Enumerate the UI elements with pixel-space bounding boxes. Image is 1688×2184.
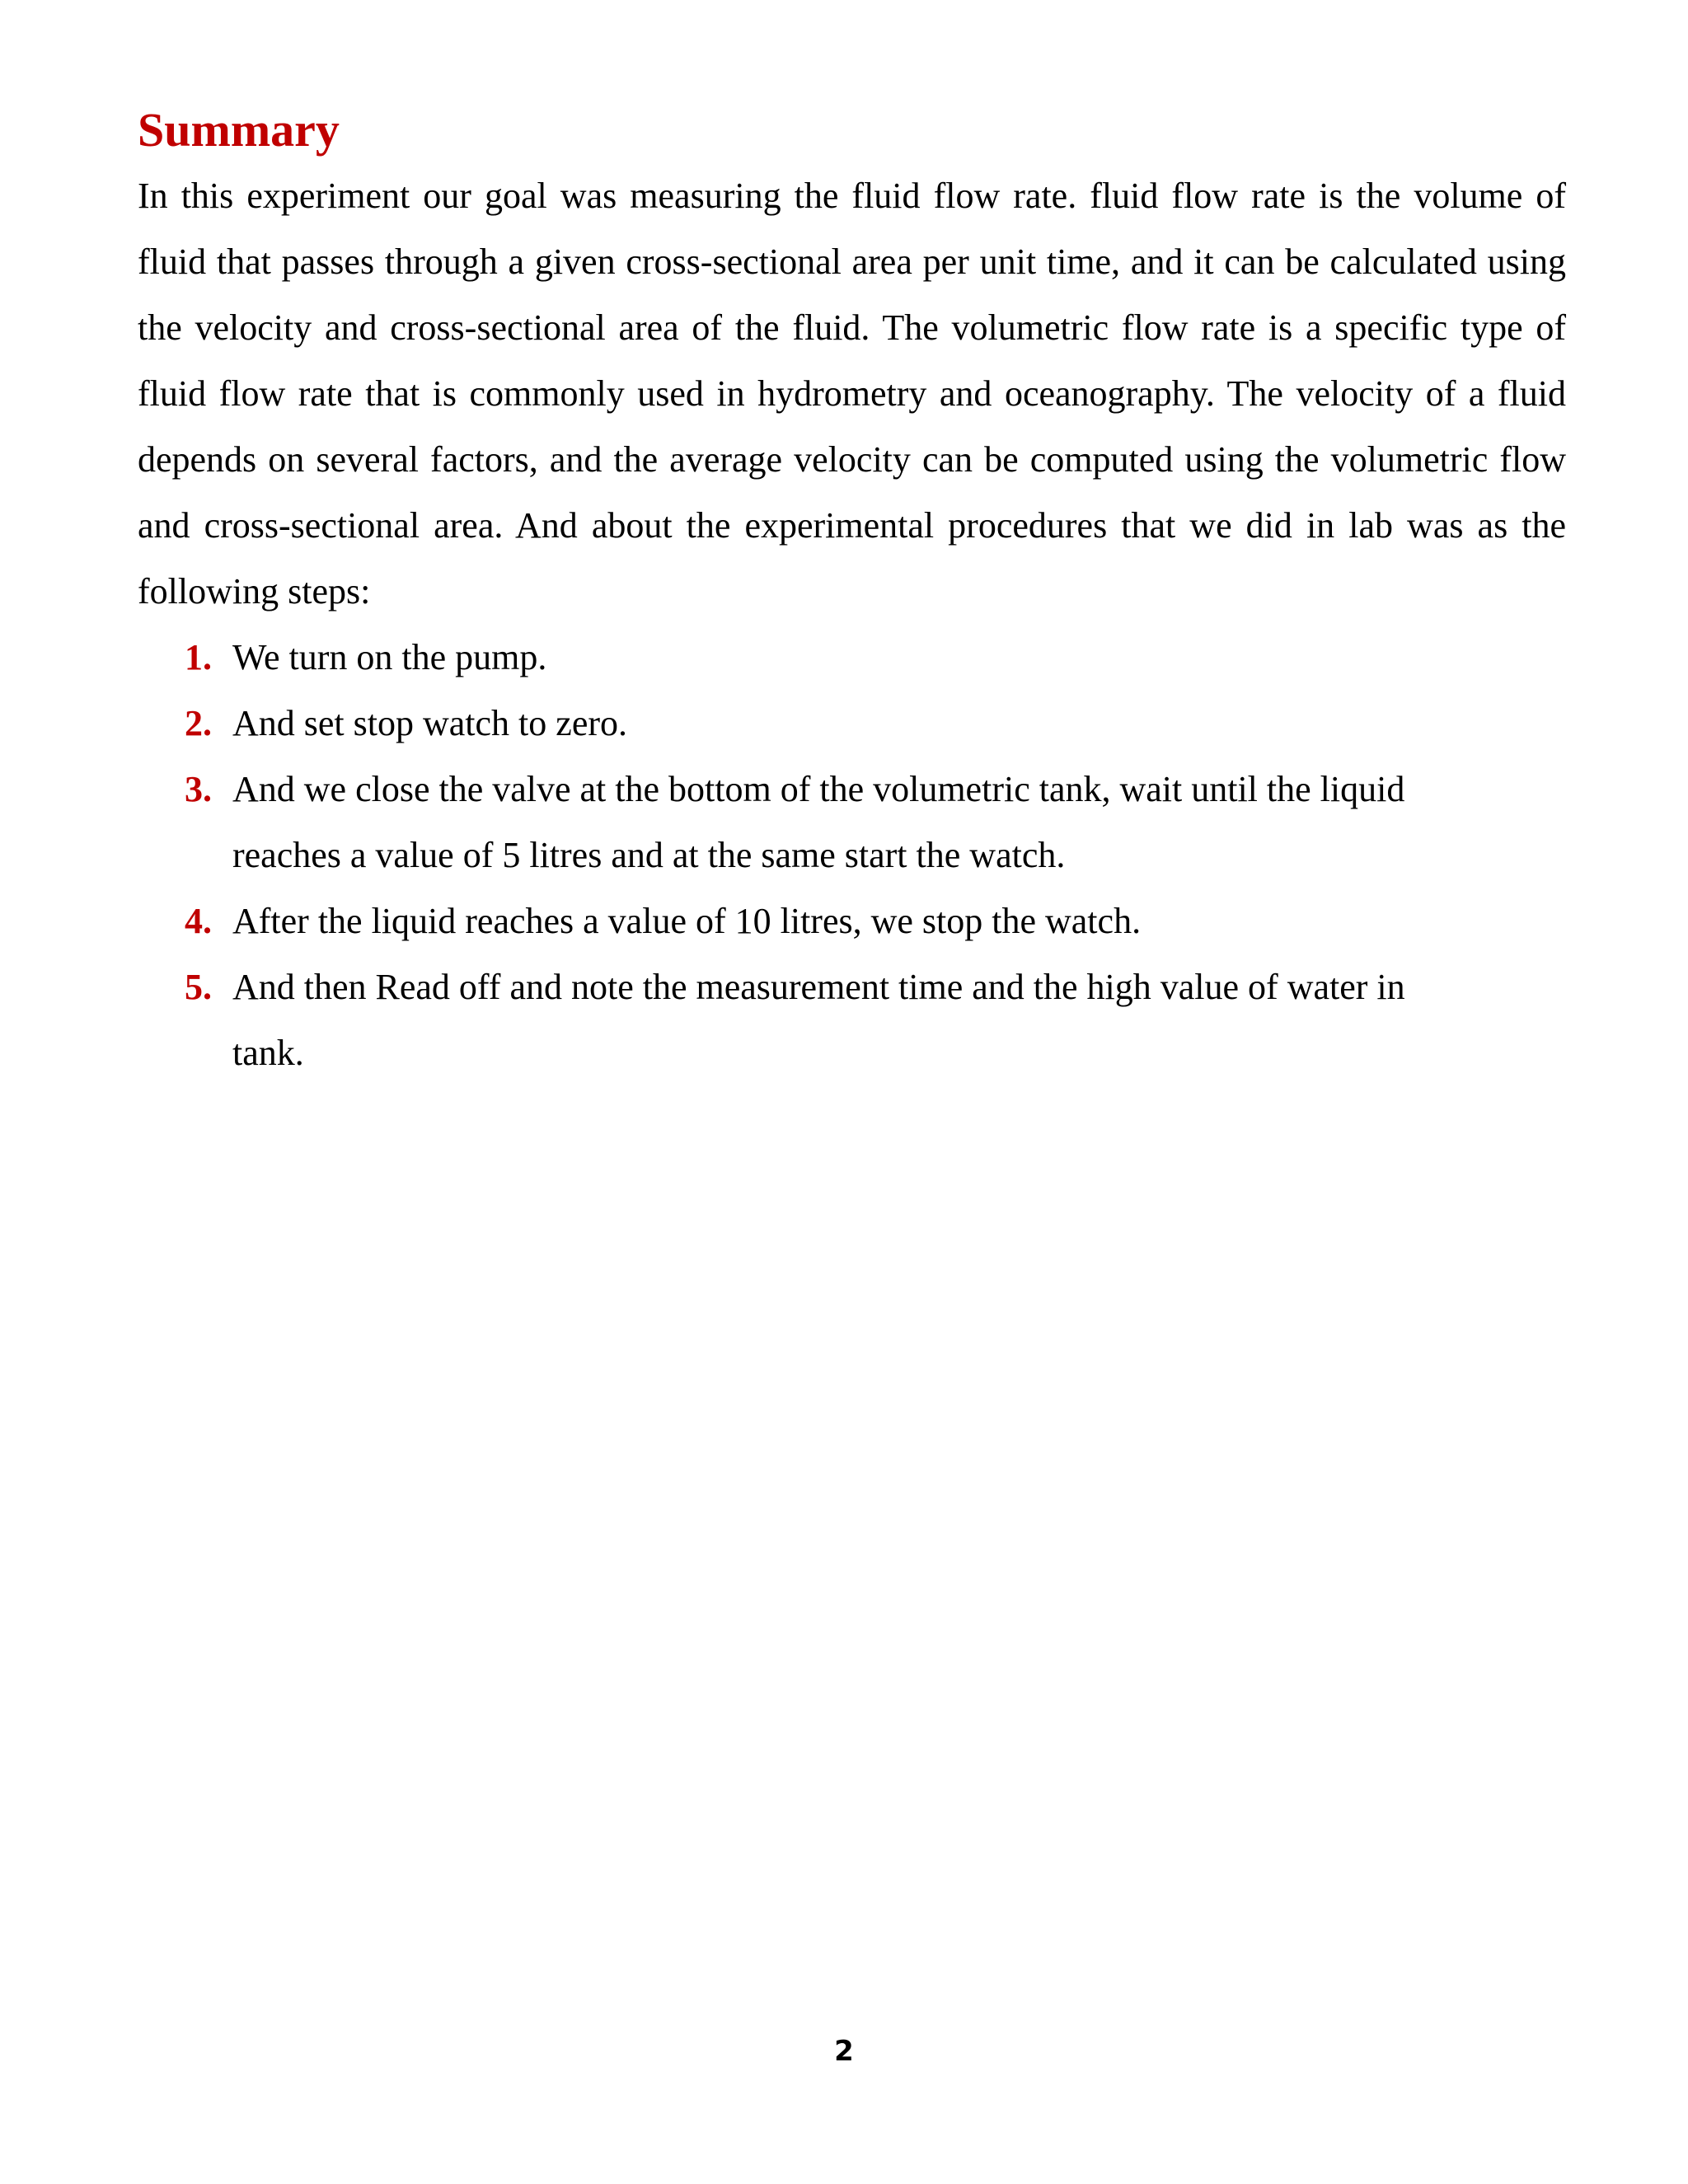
step-number: 1.	[185, 637, 212, 677]
summary-paragraph: In this experiment our goal was measuring the fluid flow rate. fluid flow rate is the volume of fluid that passes through a given cross-sectional area per unit time, and it can be calculated using the velocity and cross-sectional area of the fluid. The volumetric flow rate is a specific type of fluid flow rate that is commonly used in hydrometry and oceanography. The velocity of a fluid depends on several factors, and the average velocity can be computed using the volumetric flow and cross-sectional area. And about the experimental procedures that we did in lab was as the following steps:	[138, 176, 1566, 612]
step-text: And we close the valve at the bottom of the volumetric tank, wait until the liquid reaches a value of 5 litres and at the same start the watch.	[232, 769, 1405, 875]
step-number: 4.	[185, 901, 212, 941]
step-number: 2.	[185, 703, 212, 743]
step-text: And then Read off and note the measurement time and the high value of water in tank.	[232, 967, 1405, 1073]
step-text: After the liquid reaches a value of 10 litres, we stop the watch.	[232, 901, 1142, 941]
document-page-content	[138, 97, 1566, 1086]
list-item	[138, 954, 1566, 1086]
list-item	[138, 625, 1566, 691]
list-item	[138, 691, 1566, 757]
section-heading: Summary	[138, 103, 340, 157]
list-item	[138, 888, 1566, 954]
step-text: And set stop watch to zero.	[232, 703, 627, 743]
list-item	[138, 757, 1566, 888]
procedure-steps-list	[138, 625, 1566, 1086]
step-number: 3.	[185, 769, 212, 809]
page-number: 2	[834, 2035, 854, 2068]
step-number: 5.	[185, 967, 212, 1007]
step-text: We turn on the pump.	[232, 637, 547, 677]
